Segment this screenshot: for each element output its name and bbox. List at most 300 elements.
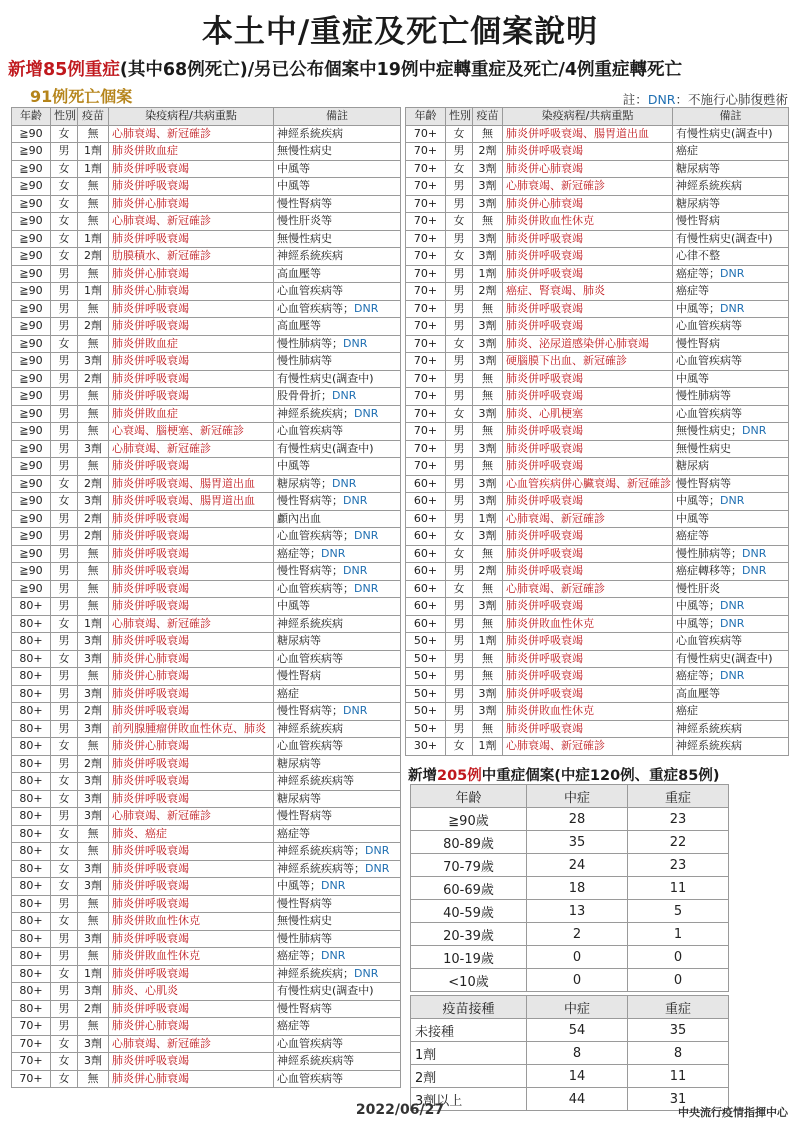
remark-cell xyxy=(274,983,401,1001)
age-cell: 80+ xyxy=(12,965,51,983)
disease-cell: 肺炎併呼吸衰竭 xyxy=(109,230,274,248)
table-row xyxy=(406,720,789,738)
vaccine-cell: 3劑 xyxy=(473,195,503,213)
remark-text: 高血壓等 xyxy=(277,266,321,280)
column-header: 性別 xyxy=(446,108,473,126)
dnr-label: DNR xyxy=(720,599,745,613)
age-cell: 80+ xyxy=(12,825,51,843)
sex-cell: 女 xyxy=(51,335,78,353)
remark-text: 心血管疾病等 xyxy=(277,424,343,438)
column-header: 疫苗 xyxy=(78,108,109,126)
vaccine-cell: 無 xyxy=(78,545,109,563)
dnr-label: DNR xyxy=(365,844,390,858)
sex-cell: 男 xyxy=(446,283,473,301)
disease-cell: 心肺衰竭、新冠確診 xyxy=(503,178,673,196)
age-cell: 70+ xyxy=(12,1053,51,1071)
remark-cell xyxy=(673,353,789,371)
remark-text: 癌症轉移等； xyxy=(676,564,742,578)
table-row xyxy=(406,668,789,686)
moderate-count: 44 xyxy=(527,1088,628,1111)
sex-cell: 女 xyxy=(51,843,78,861)
death-cases-table-right xyxy=(405,107,789,756)
column-header: 中症 xyxy=(527,996,628,1019)
moderate-count: 0 xyxy=(527,946,628,969)
age-cell: 50+ xyxy=(406,720,446,738)
organization-name: 中央流行疫情指揮中心 xyxy=(678,1106,788,1119)
remark-text: 慢性腎病等 xyxy=(277,1001,332,1015)
sex-cell: 男 xyxy=(446,353,473,371)
moderate-count: 8 xyxy=(527,1042,628,1065)
age-cell: ≧90 xyxy=(12,143,51,161)
remark-text: 神經系統疾病 xyxy=(676,179,742,193)
dnr-label: DNR xyxy=(742,424,767,438)
remark-cell xyxy=(274,598,401,616)
remark-text: 高血壓等 xyxy=(676,686,720,700)
remark-text: 慢性肺病等 xyxy=(277,931,332,945)
vaccine-cell: 1劑 xyxy=(473,738,503,756)
remark-text: 癌症等 xyxy=(277,1019,310,1033)
sex-cell: 男 xyxy=(51,458,78,476)
remark-text: 神經系統疾病等 xyxy=(277,774,354,788)
table-header-row xyxy=(12,108,401,126)
remark-cell xyxy=(274,668,401,686)
dnr-label: DNR xyxy=(332,476,357,490)
row-label: 60-69歲 xyxy=(411,877,527,900)
vaccine-cell: 3劑 xyxy=(473,335,503,353)
vaccine-cell: 2劑 xyxy=(473,563,503,581)
remark-text: 慢性腎病 xyxy=(676,214,720,228)
table-row xyxy=(12,388,401,406)
sex-cell: 男 xyxy=(446,440,473,458)
remark-text: 神經系統疾病； xyxy=(277,966,354,980)
remark-text: 慢性肝炎等 xyxy=(277,214,332,228)
disease-cell: 肺炎併呼吸衰竭 xyxy=(503,300,673,318)
row-label: 40-59歲 xyxy=(411,900,527,923)
disease-cell: 肺炎併呼吸衰竭、腸胃道出血 xyxy=(109,493,274,511)
remark-cell xyxy=(274,685,401,703)
vaccine-cell: 3劑 xyxy=(78,790,109,808)
remark-cell xyxy=(274,878,401,896)
remark-text: 慢性腎病 xyxy=(676,336,720,350)
vaccine-cell: 3劑 xyxy=(473,318,503,336)
column-header: 備註 xyxy=(274,108,401,126)
table-row xyxy=(12,965,401,983)
remark-text: 心血管疾病等 xyxy=(676,634,742,648)
vaccine-cell: 3劑 xyxy=(78,930,109,948)
table-row xyxy=(12,720,401,738)
sex-cell: 女 xyxy=(51,615,78,633)
vaccine-cell: 1劑 xyxy=(78,283,109,301)
column-header: 重症 xyxy=(628,996,729,1019)
table-row xyxy=(12,405,401,423)
disease-cell: 肺炎併呼吸衰竭、腸胃道出血 xyxy=(503,125,673,143)
age-cell: ≧90 xyxy=(12,213,51,231)
vaccine-cell: 無 xyxy=(78,895,109,913)
vaccine-cell: 無 xyxy=(78,668,109,686)
table-row xyxy=(411,969,729,992)
table-row xyxy=(12,1035,401,1053)
disease-cell: 肺炎併心肺衰竭 xyxy=(109,650,274,668)
remark-cell xyxy=(673,545,789,563)
age-cell: 50+ xyxy=(406,633,446,651)
sex-cell: 男 xyxy=(446,265,473,283)
deaths-heading: 91例死亡個案 xyxy=(30,87,133,106)
vaccine-cell: 3劑 xyxy=(473,528,503,546)
disease-cell: 肺炎併呼吸衰竭 xyxy=(503,685,673,703)
table-row xyxy=(12,703,401,721)
sex-cell: 男 xyxy=(51,423,78,441)
remark-cell xyxy=(673,440,789,458)
table-row xyxy=(406,318,789,336)
table-row xyxy=(12,860,401,878)
age-cell: 80+ xyxy=(12,650,51,668)
table-row xyxy=(12,948,401,966)
column-header: 染疫病程/共病重點 xyxy=(503,108,673,126)
vaccine-cell: 3劑 xyxy=(78,1035,109,1053)
sex-cell: 女 xyxy=(446,580,473,598)
severe-heading-prefix: 新增 xyxy=(408,768,437,784)
remark-text: 無慢性病史 xyxy=(676,441,731,455)
vaccine-cell: 無 xyxy=(78,1070,109,1088)
age-cell: 70+ xyxy=(406,318,446,336)
remark-text: 心血管疾病等 xyxy=(277,651,343,665)
remark-cell xyxy=(274,860,401,878)
remark-text: 神經系統疾病； xyxy=(277,406,354,420)
row-label: 2劑 xyxy=(411,1065,527,1088)
remark-cell xyxy=(274,1000,401,1018)
age-cell: 80+ xyxy=(12,878,51,896)
dnr-label: DNR xyxy=(343,564,368,578)
dnr-label: DNR xyxy=(742,546,767,560)
remark-cell xyxy=(274,563,401,581)
remark-cell xyxy=(274,370,401,388)
remark-cell xyxy=(274,755,401,773)
remark-text: 癌症 xyxy=(277,686,299,700)
table-row xyxy=(411,946,729,969)
remark-cell xyxy=(673,405,789,423)
vaccine-cell: 無 xyxy=(78,563,109,581)
table-row xyxy=(411,808,729,831)
remark-cell xyxy=(274,335,401,353)
dnr-label: DNR xyxy=(720,301,745,315)
age-cell: 70+ xyxy=(406,458,446,476)
remark-text: 糖尿病等 xyxy=(277,756,321,770)
dnr-label: DNR xyxy=(354,529,379,543)
age-cell: 70+ xyxy=(406,213,446,231)
remark-cell xyxy=(274,615,401,633)
remark-text: 糖尿病等 xyxy=(277,634,321,648)
table-row xyxy=(12,598,401,616)
age-cell: 70+ xyxy=(406,160,446,178)
sex-cell: 男 xyxy=(51,685,78,703)
disease-cell: 肺炎併敗血症 xyxy=(109,143,274,161)
dnr-label: DNR xyxy=(742,564,767,578)
disease-cell: 心肺衰竭、新冠確診 xyxy=(109,213,274,231)
age-cell: ≧90 xyxy=(12,475,51,493)
remark-cell xyxy=(274,545,401,563)
remark-text: 無慢性病史 xyxy=(277,231,332,245)
table-row xyxy=(12,913,401,931)
age-cell: 80+ xyxy=(12,983,51,1001)
vaccine-cell: 2劑 xyxy=(473,143,503,161)
sex-cell: 男 xyxy=(446,230,473,248)
remark-text: 癌症 xyxy=(676,144,698,158)
disease-cell: 肺炎併呼吸衰竭 xyxy=(503,440,673,458)
moderate-count: 14 xyxy=(527,1065,628,1088)
remark-text: 中風等 xyxy=(277,459,310,473)
age-cell: 70+ xyxy=(406,125,446,143)
sex-cell: 男 xyxy=(446,423,473,441)
age-cell: ≧90 xyxy=(12,580,51,598)
table-row xyxy=(12,790,401,808)
sex-cell: 女 xyxy=(51,178,78,196)
disease-cell: 肺炎併呼吸衰竭 xyxy=(503,423,673,441)
table-row xyxy=(406,248,789,266)
disease-cell: 肺炎併呼吸衰竭 xyxy=(503,388,673,406)
dnr-label: DNR xyxy=(321,879,346,893)
report-date: 2022/06/27 xyxy=(355,1102,445,1118)
age-cell: ≧90 xyxy=(12,195,51,213)
disease-cell: 肺炎併呼吸衰竭 xyxy=(503,143,673,161)
severe-count: 5 xyxy=(628,900,729,923)
remark-text: 慢性腎病等 xyxy=(676,476,731,490)
age-cell: ≧90 xyxy=(12,318,51,336)
table-row xyxy=(406,703,789,721)
sex-cell: 男 xyxy=(51,300,78,318)
vaccine-cell: 無 xyxy=(78,213,109,231)
table-row xyxy=(411,854,729,877)
column-header: 重症 xyxy=(628,785,729,808)
sex-cell: 男 xyxy=(446,195,473,213)
disease-cell: 肺炎併心肺衰竭 xyxy=(109,195,274,213)
age-cell: 60+ xyxy=(406,510,446,528)
table-row xyxy=(12,370,401,388)
age-cell: 70+ xyxy=(406,265,446,283)
age-cell: 80+ xyxy=(12,808,51,826)
age-cell: 80+ xyxy=(12,773,51,791)
vaccine-cell: 無 xyxy=(78,458,109,476)
sex-cell: 男 xyxy=(51,808,78,826)
disease-cell: 肺炎、心肌梗塞 xyxy=(503,405,673,423)
table-row xyxy=(12,178,401,196)
disease-cell: 肺炎併呼吸衰竭 xyxy=(109,895,274,913)
age-cell: 50+ xyxy=(406,703,446,721)
remark-text: 心血管疾病等 xyxy=(277,1036,343,1050)
remark-text: 中風等 xyxy=(277,599,310,613)
dnr-label: DNR xyxy=(354,301,379,315)
remark-cell xyxy=(673,633,789,651)
row-label: 10-19歲 xyxy=(411,946,527,969)
vaccine-cell: 無 xyxy=(473,458,503,476)
disease-cell: 肺炎併呼吸衰竭 xyxy=(503,633,673,651)
sex-cell: 女 xyxy=(51,1070,78,1088)
severe-count: 11 xyxy=(628,1065,729,1088)
dnr-label: DNR xyxy=(321,949,346,963)
sex-cell: 男 xyxy=(51,948,78,966)
age-cell: 80+ xyxy=(12,720,51,738)
disease-cell: 肺炎併呼吸衰竭 xyxy=(503,230,673,248)
remark-text: 癌症等； xyxy=(676,669,720,683)
remark-cell xyxy=(673,213,789,231)
disease-cell: 肺炎併呼吸衰竭 xyxy=(109,510,274,528)
sex-cell: 男 xyxy=(446,510,473,528)
table-row xyxy=(406,370,789,388)
table-row xyxy=(12,195,401,213)
dnr-label: DNR xyxy=(343,336,368,350)
sex-cell: 男 xyxy=(51,353,78,371)
column-header: 年齡 xyxy=(411,785,527,808)
table-row xyxy=(406,493,789,511)
vaccine-cell: 1劑 xyxy=(473,633,503,651)
disease-cell: 肺炎併呼吸衰竭 xyxy=(109,930,274,948)
remark-cell xyxy=(673,720,789,738)
age-cell: ≧90 xyxy=(12,545,51,563)
age-cell: 60+ xyxy=(406,528,446,546)
row-label: <10歲 xyxy=(411,969,527,992)
remark-cell xyxy=(274,388,401,406)
vaccine-cell: 無 xyxy=(473,423,503,441)
remark-cell xyxy=(274,895,401,913)
vaccine-summary-table xyxy=(410,995,729,1111)
vaccine-cell: 無 xyxy=(78,423,109,441)
vaccine-cell: 3劑 xyxy=(473,493,503,511)
remark-cell xyxy=(274,790,401,808)
remark-text: 心血管疾病等； xyxy=(277,581,354,595)
sex-cell: 女 xyxy=(446,545,473,563)
age-cell: ≧90 xyxy=(12,440,51,458)
vaccine-cell: 2劑 xyxy=(78,318,109,336)
age-cell: 80+ xyxy=(12,860,51,878)
vaccine-cell: 無 xyxy=(78,300,109,318)
severe-count: 35 xyxy=(628,1019,729,1042)
disease-cell: 肺炎併呼吸衰竭 xyxy=(109,1053,274,1071)
table-row xyxy=(411,831,729,854)
vaccine-cell: 3劑 xyxy=(78,878,109,896)
table-row xyxy=(406,300,789,318)
sex-cell: 女 xyxy=(51,650,78,668)
subtitle-detail: (其中68例死亡)/另已公布個案中19例中症轉重症及死亡/4例重症轉死亡 xyxy=(119,60,683,80)
disease-cell: 肺炎併呼吸衰竭 xyxy=(503,265,673,283)
age-cell: 50+ xyxy=(406,650,446,668)
vaccine-cell: 3劑 xyxy=(78,440,109,458)
column-header: 染疫病程/共病重點 xyxy=(109,108,274,126)
severe-count: 0 xyxy=(628,969,729,992)
vaccine-cell: 無 xyxy=(78,913,109,931)
vaccine-cell: 2劑 xyxy=(78,755,109,773)
sex-cell: 女 xyxy=(51,860,78,878)
remark-cell xyxy=(673,475,789,493)
sex-cell: 女 xyxy=(51,493,78,511)
age-cell: 70+ xyxy=(406,388,446,406)
sex-cell: 女 xyxy=(446,335,473,353)
vaccine-cell: 3劑 xyxy=(78,983,109,1001)
disease-cell: 心肺衰竭、新冠確診 xyxy=(109,808,274,826)
disease-cell: 肺炎併呼吸衰竭 xyxy=(503,720,673,738)
age-cell: ≧90 xyxy=(12,300,51,318)
disease-cell: 肺炎併呼吸衰竭 xyxy=(503,545,673,563)
age-cell: ≧90 xyxy=(12,493,51,511)
sex-cell: 女 xyxy=(446,738,473,756)
remark-text: 癌症等 xyxy=(676,284,709,298)
remark-cell xyxy=(673,370,789,388)
sex-cell: 女 xyxy=(51,738,78,756)
dnr-label: DNR xyxy=(354,581,379,595)
table-row xyxy=(406,615,789,633)
remark-text: 中風等； xyxy=(676,494,720,508)
vaccine-cell: 無 xyxy=(473,388,503,406)
remark-cell xyxy=(274,178,401,196)
disease-cell: 肺炎併心肺衰竭 xyxy=(109,738,274,756)
table-row xyxy=(406,738,789,756)
table-row xyxy=(12,685,401,703)
remark-cell xyxy=(274,1070,401,1088)
age-cell: 70+ xyxy=(406,405,446,423)
sex-cell: 女 xyxy=(51,1053,78,1071)
table-row xyxy=(12,563,401,581)
vaccine-cell: 無 xyxy=(78,580,109,598)
age-cell: 70+ xyxy=(406,440,446,458)
remark-cell xyxy=(274,965,401,983)
vaccine-cell: 無 xyxy=(473,545,503,563)
row-label: ≧90歲 xyxy=(411,808,527,831)
table-row xyxy=(12,773,401,791)
remark-cell xyxy=(274,318,401,336)
sex-cell: 女 xyxy=(51,248,78,266)
table-row xyxy=(406,230,789,248)
remark-text: 癌症等 xyxy=(676,529,709,543)
age-cell: 80+ xyxy=(12,913,51,931)
table-row xyxy=(12,125,401,143)
disease-cell: 肺炎、心肌炎 xyxy=(109,983,274,1001)
vaccine-cell: 3劑 xyxy=(473,703,503,721)
sex-cell: 男 xyxy=(446,458,473,476)
sex-cell: 男 xyxy=(51,440,78,458)
vaccine-cell: 3劑 xyxy=(78,353,109,371)
remark-cell xyxy=(673,178,789,196)
disease-cell: 肺炎併呼吸衰竭 xyxy=(503,650,673,668)
remark-text: 慢性腎病等 xyxy=(277,196,332,210)
severe-count: 8 xyxy=(628,1042,729,1065)
table-row xyxy=(12,878,401,896)
table-row xyxy=(12,545,401,563)
table-row xyxy=(406,475,789,493)
remark-cell xyxy=(673,668,789,686)
table-row xyxy=(12,738,401,756)
remark-text: 心血管疾病等 xyxy=(277,739,343,753)
age-cell: ≧90 xyxy=(12,528,51,546)
age-cell: 70+ xyxy=(406,248,446,266)
row-label: 1劑 xyxy=(411,1042,527,1065)
sex-cell: 男 xyxy=(51,510,78,528)
vaccine-cell: 3劑 xyxy=(78,808,109,826)
disease-cell: 肺炎併呼吸衰竭 xyxy=(503,458,673,476)
disease-cell: 前列腺腫瘤併敗血性休克、肺炎 xyxy=(109,720,274,738)
remark-text: 癌症等； xyxy=(676,266,720,280)
sex-cell: 男 xyxy=(446,370,473,388)
remark-text: 癌症等； xyxy=(277,949,321,963)
age-cell: ≧90 xyxy=(12,353,51,371)
table-row xyxy=(411,900,729,923)
disease-cell: 肺炎併呼吸衰竭 xyxy=(109,755,274,773)
remark-cell xyxy=(673,423,789,441)
vaccine-cell: 1劑 xyxy=(78,965,109,983)
age-cell: 70+ xyxy=(406,195,446,213)
table-row xyxy=(411,1019,729,1042)
disease-cell: 心肺衰竭、新冠確診 xyxy=(109,125,274,143)
remark-text: 股骨骨折； xyxy=(277,389,332,403)
table-row xyxy=(406,125,789,143)
remark-cell xyxy=(274,143,401,161)
